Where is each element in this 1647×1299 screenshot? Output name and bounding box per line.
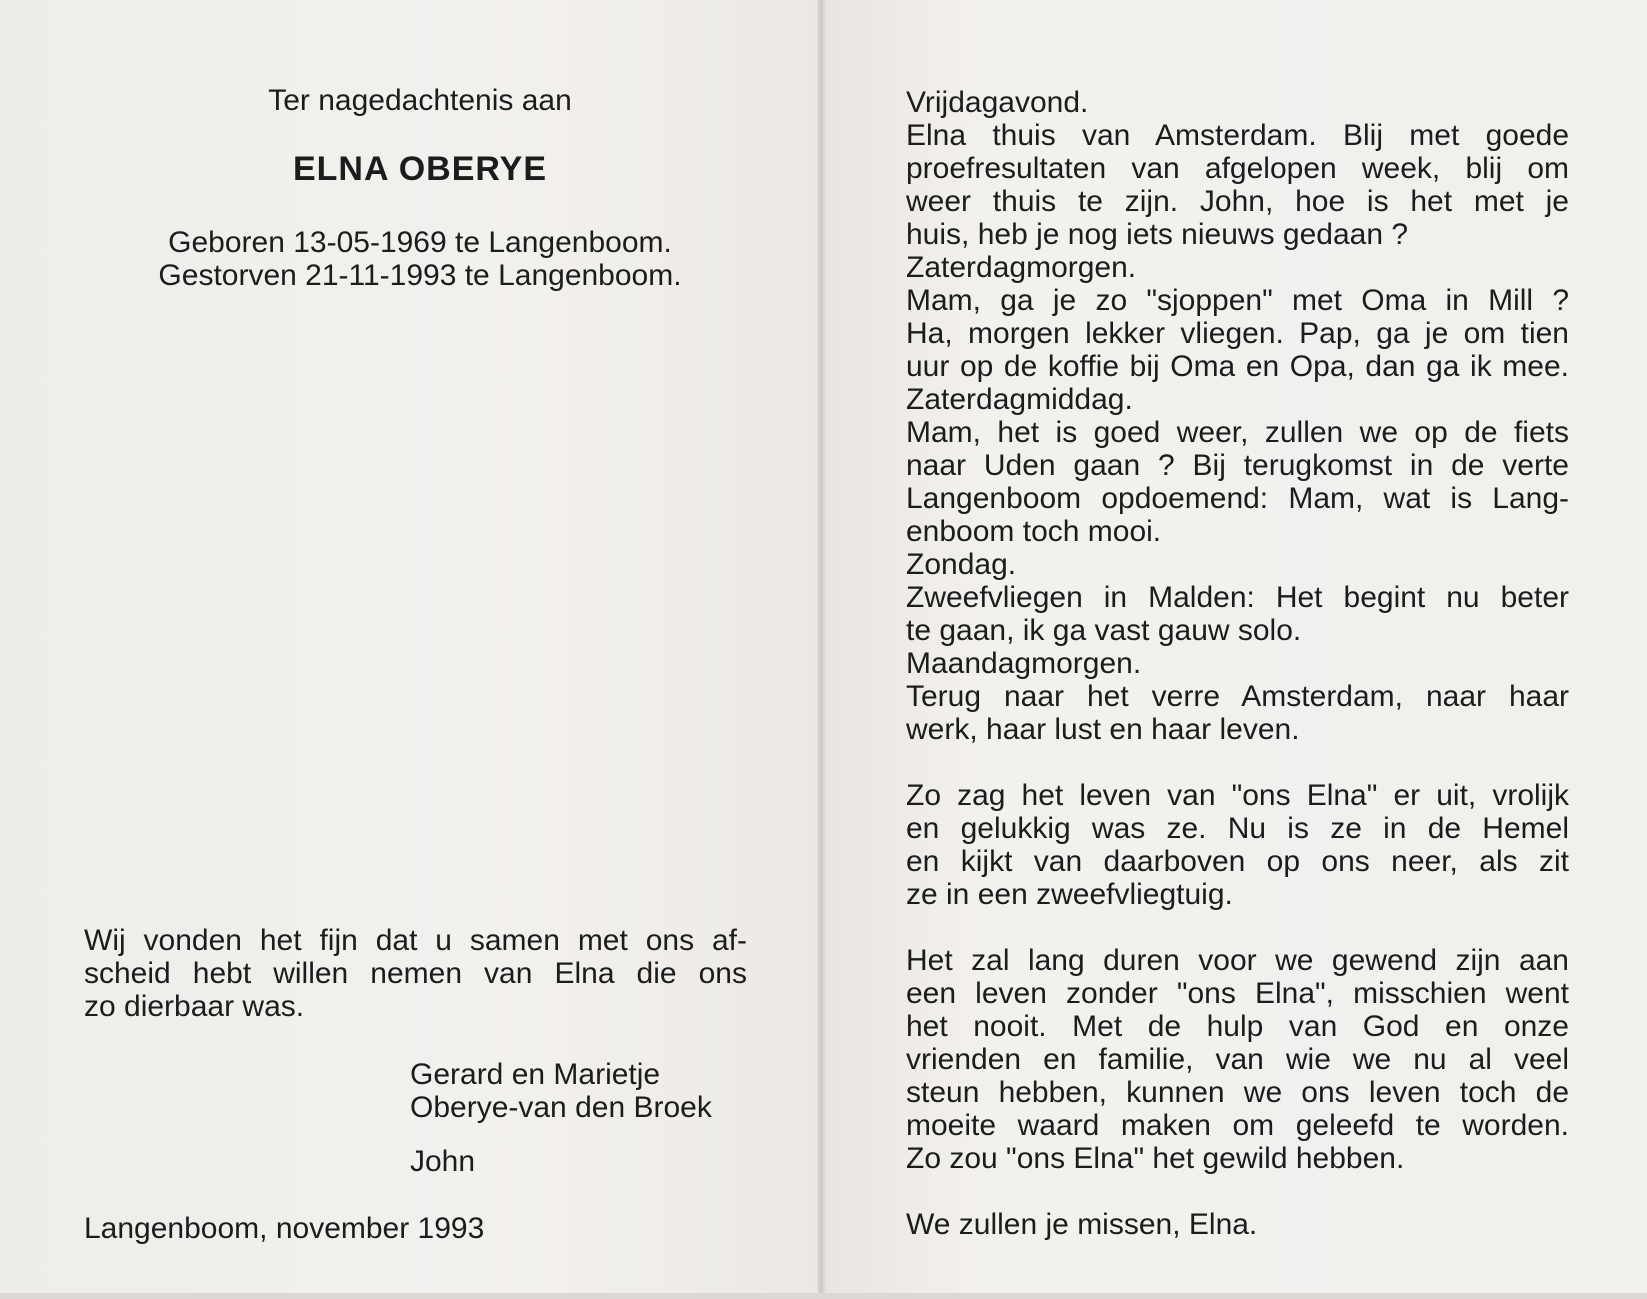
thank-you-text: [84, 924, 747, 1023]
text-line: We zullen je missen, Elna.: [906, 1208, 1258, 1241]
text-line: Ha, morgen lekker vliegen. Pap, ga je om tien: [906, 317, 1569, 350]
text-line: moeite waard maken om geleefd te worden.: [906, 1109, 1569, 1142]
signers-line: Gerard en Marietje: [410, 1058, 661, 1091]
text-line: Zondag.: [906, 548, 1017, 581]
thank-you-line: scheid hebt willen nemen van Elna die ons: [84, 957, 747, 990]
text-line: een leven zonder "ons Elna", misschien went: [906, 977, 1569, 1010]
memorial-intro: Ter nagedachtenis aan: [268, 84, 572, 117]
memorial-text: [906, 86, 1569, 1241]
text-line: steun hebben, kunnen we ons leven toch de: [906, 1076, 1569, 1109]
card-fold: [817, 0, 827, 1299]
text-line: weer thuis te zijn. John, hoe is het met je: [906, 185, 1569, 218]
text-line: Mam, het is goed weer, zullen we op de fiets: [906, 416, 1569, 449]
birth-line: Geboren 13-05-1969 te Langenboom.: [168, 226, 672, 259]
text-line: Zaterdagmorgen.: [906, 251, 1137, 284]
deceased-name: ELNA OBERYE: [292, 150, 548, 188]
text-line: vrienden en familie, van wie we nu al veel: [906, 1043, 1569, 1076]
paragraph-gap: [906, 911, 1569, 944]
text-line: huis, heb je nog iets nieuws gedaan ?: [906, 218, 1409, 251]
text-line: Zo zou "ons Elna" het gewild hebben.: [906, 1142, 1405, 1175]
text-line: Zweefvliegen in Malden: Het begint nu beter: [906, 581, 1569, 614]
text-line: en kijkt van daarboven op ons neer, als zit: [906, 845, 1569, 878]
text-line: enboom toch mooi.: [906, 515, 1162, 548]
thank-you-line: Wij vonden het fijn dat u samen met ons af-: [84, 924, 747, 957]
place-date: Langenboom, november 1993: [84, 1212, 485, 1245]
text-line: Langenboom opdoemend: Mam, wat is Lang-: [906, 482, 1569, 515]
text-line: Mam, ga je zo "sjoppen" met Oma in Mill ?: [906, 284, 1569, 317]
text-line: proefresultaten van afgelopen week, blij om: [906, 152, 1569, 185]
card-bottom-edge: [0, 1293, 1647, 1299]
signers-line: Oberye-van den Broek: [410, 1091, 712, 1124]
text-line: ze in een zweefvliegtuig.: [906, 878, 1233, 911]
thank-you-line: zo dierbaar was.: [84, 990, 305, 1023]
text-line: naar Uden gaan ? Bij terugkomst in de verte: [906, 449, 1569, 482]
text-line: te gaan, ik ga vast gauw solo.: [906, 614, 1302, 647]
text-line: Elna thuis van Amsterdam. Blij met goede: [906, 119, 1569, 152]
text-line: Vrijdagavond.: [906, 86, 1089, 119]
paragraph-gap: [906, 1175, 1569, 1208]
text-line: en gelukkig was ze. Nu is ze in de Hemel: [906, 812, 1569, 845]
text-line: het nooit. Met de hulp van God en onze: [906, 1010, 1569, 1043]
text-line: Zaterdagmiddag.: [906, 383, 1133, 416]
text-line: Het zal lang duren voor we gewend zijn aan: [906, 944, 1569, 977]
text-line: uur op de koffie bij Oma en Opa, dan ga ik mee.: [906, 350, 1569, 383]
text-line: Maandagmorgen.: [906, 647, 1142, 680]
death-line: Gestorven 21-11-1993 te Langenboom.: [158, 259, 682, 292]
signer-john: John: [410, 1145, 476, 1178]
text-line: Terug naar het verre Amsterdam, naar haar: [906, 680, 1569, 713]
text-line: werk, haar lust en haar leven.: [906, 713, 1300, 746]
paragraph-gap: [906, 746, 1569, 779]
text-line: Zo zag het leven van "ons Elna" er uit, vrolijk: [906, 779, 1569, 812]
family-signature: [410, 1058, 712, 1124]
